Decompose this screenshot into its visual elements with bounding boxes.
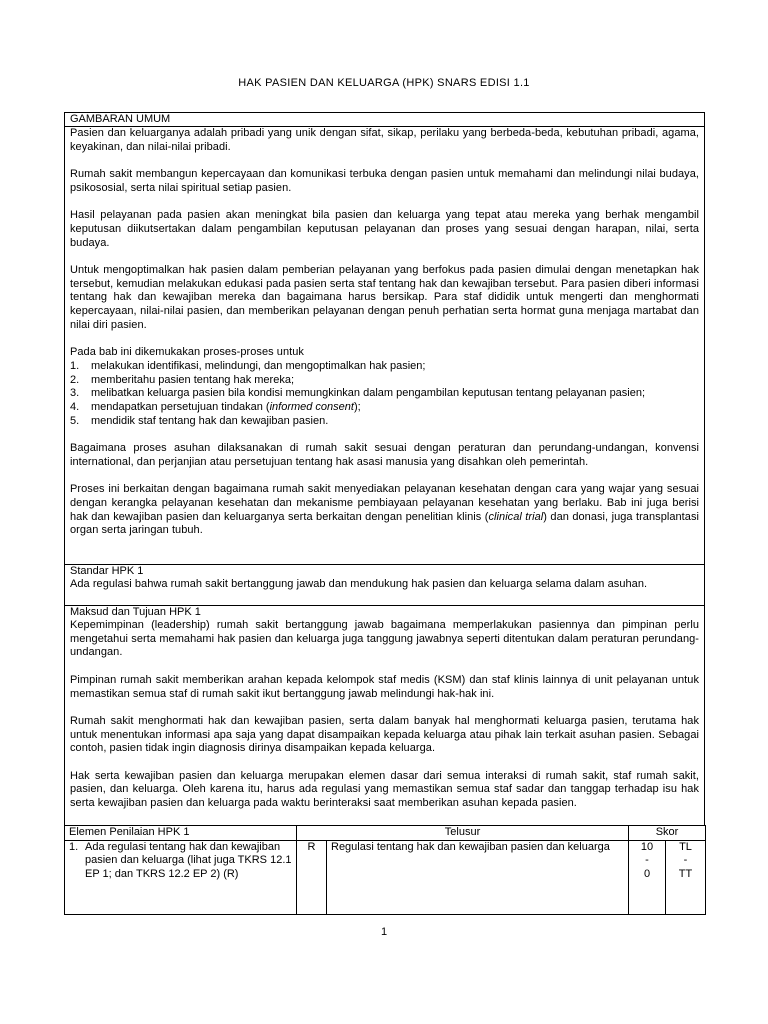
header-skor: Skor	[629, 826, 706, 841]
elemen-penilaian-table	[64, 825, 706, 915]
section-heading: Standar HPK 1	[70, 565, 144, 577]
paragraph: Rumah sakit membangun kepercayaan dan komunikasi terbuka dengan pasien untuk memahami dan melindungi nilai budaya, psikososial, serta nilai spiritual setiap pasien.	[70, 168, 699, 194]
paragraph: Bagaimana proses asuhan dilaksanakan di rumah sakit sesuai dengan peraturan dan perundang-undangan, konvensi international, dan perjanjian atau persetujuan tentang hak asasi manusia yang disahkan oleh pemerintah.	[70, 442, 699, 468]
paragraph: Ada regulasi bahwa rumah sakit bertanggung jawab dan mendukung hak pasien dan keluarga selama dalam asuhan.	[70, 578, 648, 590]
content-box	[64, 112, 705, 826]
list-intro: Pada bab ini dikemukakan proses-proses untuk	[70, 346, 304, 359]
paragraph: Hasil pelayanan pada pasien akan meningkat bila pasien dan keluarga yang tepat atau mereka yang berhak mengambil keputusan diikutsertakan dalam pengambilan keputusan pelayanan dan proses yang sesuai dengan harapan, nilai, serta budaya.	[70, 209, 699, 249]
section-gambaran-umum	[65, 113, 704, 563]
document-title: HAK PASIEN DAN KELUARGA (HPK) SNARS EDISI 1.1	[238, 77, 530, 89]
paragraph: Pasien dan keluarganya adalah pribadi yang unik dengan sifat, sikap, perilaku yang berbeda-beda, kebutuhan pribadi, agama, keyakinan, dan nilai-nilai pribadi.	[70, 127, 699, 153]
list-item: 2. memberitahu pasien tentang hak mereka;	[70, 373, 295, 386]
skor-cell: 10 - 0	[629, 840, 666, 914]
header-elemen: Elemen Penilaian HPK 1	[65, 826, 297, 841]
paragraph: Hak serta kewajiban pasien dan keluarga merupakan elemen dasar dari semua interaksi di rumah sakit, staf rumah sakit, pasien, dan keluarga. Oleh karena itu, harus ada regulasi yang memastikan semua staf sadar dan tanggap terhadap isu hak serta kewajiban pasien dan keluarga pada waktu berinteraksi saat memberikan asuhan kepada pasien.	[70, 769, 699, 810]
table-row	[65, 840, 706, 914]
list-item: 1. melakukan identifikasi, melindungi, dan mengoptimalkan hak pasien;	[70, 359, 426, 372]
header-telusur: Telusur	[297, 826, 629, 841]
list-item: 3. melibatkan keluarga pasien bila kondisi memungkinkan dalam pengambilan keputusan tentang pelayanan pasien;	[70, 387, 646, 400]
section-standar	[65, 564, 704, 604]
paragraph: Proses ini berkaitan dengan bagaimana rumah sakit menyediakan pelayanan kesehatan dengan cara yang wajar yang sesuai dengan kerangka pelayanan kesehatan dan mekanisme pembiayaan pelayanan kesehatan yang berlaku. Bab ini juga berisi hak dan kewajiban pasien dan keluarganya serta berkaitan dengan penelitian klinis (clinical trial) dan donasi, juga transplantasi organ serta jaringan tubuh.	[70, 483, 700, 537]
table-header-row	[65, 826, 706, 841]
telusur-cell: Regulasi tentang hak dan kewajiban pasien dan keluarga	[327, 840, 629, 914]
process-list	[70, 360, 699, 429]
section-heading: GAMBARAN UMUM	[65, 113, 704, 127]
code-cell: R	[297, 840, 327, 914]
skor-label-cell: TL - TT	[666, 840, 706, 914]
page-number: 1	[380, 926, 388, 938]
section-maksud-tujuan	[65, 605, 704, 827]
paragraph: Rumah sakit menghormati hak dan kewajiban pasien, serta dalam banyak hal menghormati keluarga pasien, terutama hak untuk menentukan informasi apa saja yang dapat disampaikan kepada keluarga atau pihak lain terkait asuhan pasien. Sebagai contoh, pasien tidak ingin diagnosis dirinya disampaikan kepada keluarga.	[70, 714, 699, 755]
list-item: 4. mendapatkan persetujuan tindakan (informed consent);	[70, 401, 361, 413]
list-item: 5. mendidik staf tentang hak dan kewajiban pasien.	[70, 414, 329, 427]
paragraph: Pimpinan rumah sakit memberikan arahan kepada kelompok staf medis (KSM) dan staf klinis lainnya di unit pelayanan untuk memastikan semua staf di rumah sakit ikut bertanggung jawab melindungi hak-hak ini.	[70, 673, 699, 700]
paragraph: Kepemimpinan (leadership) rumah sakit bertanggung jawab bagaimana memperlakukan pasiennya dan pimpinan perlu mengetahui serta memahami hak pasien dan keluarga juga tanggung jawabnya seperti ditentukan dalam peraturan perundang-undangan.	[70, 619, 699, 659]
elemen-cell: 1. Ada regulasi tentang hak dan kewajiban pasien dan keluarga (lihat juga TKRS 12.1 EP 1; dan TKRS 12.2 EP 2) (R)	[65, 840, 297, 914]
paragraph: Untuk mengoptimalkan hak pasien dalam pemberian pelayanan yang berfokus pada pasien dimulai dengan menetapkan hak tersebut, kemudian melakukan edukasi pada pasien serta staf tentang hak dan kewajiban tersebut. Para pasien diberi informasi tentang hak dan kewajiban mereka dan bagaimana harus bersikap. Para staf dididik untuk mengerti dan menghormati kepercayaan, nilai-nilai pasien, dan memberikan pelayanan dengan penuh perhatian serta hormat guna menjaga martabat dan nilai diri pasien.	[70, 263, 699, 331]
section-heading: Maksud dan Tujuan HPK 1	[70, 606, 201, 618]
